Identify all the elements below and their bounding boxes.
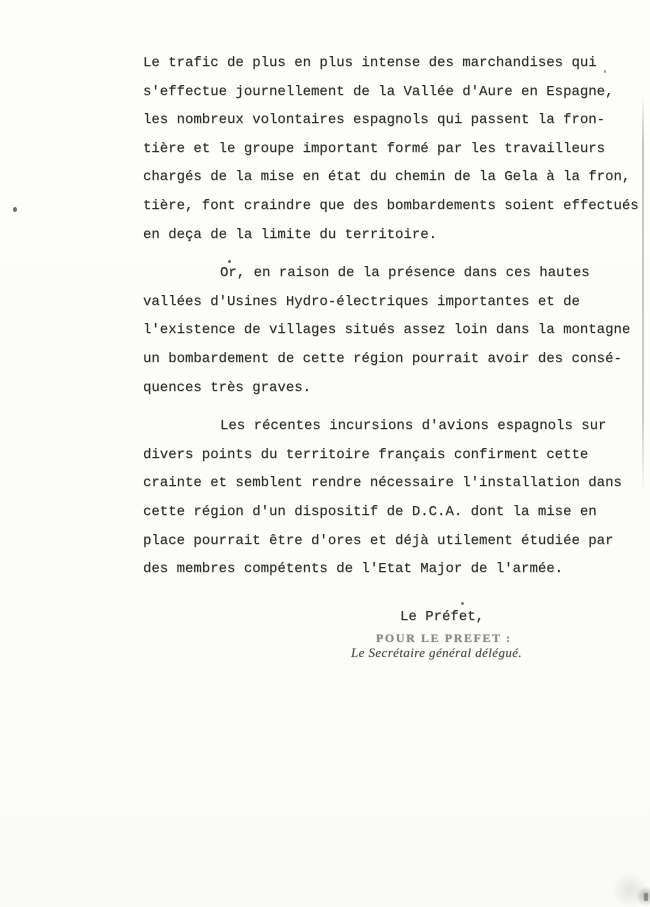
ink-speck — [461, 602, 464, 605]
typed-line: quences très graves. — [143, 379, 312, 396]
typed-line: des membres compétents de l'Etat Major de l'armée. — [143, 561, 564, 578]
typed-line: cette région d'un dispositif de D.C.A. dont la mise en — [143, 503, 597, 520]
typed-line: tière et le groupe important formé par les travailleurs — [143, 140, 606, 157]
typed-line: vallées d'Usines Hydro-électriques importantes et de — [143, 293, 580, 310]
typed-line: Le trafic de plus en plus intense des marchandises qui — [143, 55, 597, 71]
typed-line: place pourrait être d'ores et déjà utilement étudiée par — [143, 532, 614, 549]
ink-speck — [228, 260, 231, 263]
typed-line: l'existence de villages situés assez loin dans la montagne — [143, 322, 631, 339]
paragraph-3 — [143, 412, 645, 584]
typed-line: Les récentes incursions d'avions espagnols sur — [220, 418, 607, 435]
typewritten-text-block — [143, 49, 645, 584]
typed-line: divers points du territoire français confirment cette — [143, 446, 589, 463]
typed-line: s'effectue journellement de la Vallée d'Aure en Espagne, — [143, 83, 614, 100]
typed-line: Or, en raison de la présence dans ces hautes — [220, 265, 590, 282]
scan-edge-line — [642, 95, 644, 495]
typed-line: tière, font craindre que des bombardements soient effectués — [143, 197, 639, 214]
typed-line: les nombreux volontaires espagnols qui passent la fron- — [143, 112, 606, 129]
paragraph-1 — [143, 49, 645, 249]
typed-line: un bombardement de cette région pourrait avoir des consé- — [143, 350, 622, 367]
typed-line: crainte et semblent rendre nécessaire l'installation dans — [143, 475, 622, 492]
scan-corner-mark — [644, 893, 648, 901]
prefect-stamp-caps-line: POUR LE PREFET : — [376, 631, 512, 645]
typed-line: en deça de la limite du territoire. — [143, 226, 438, 243]
typed-line: chargés de la mise en état du chemin de la Gela à la fron, — [143, 169, 631, 186]
ink-speck — [604, 70, 606, 73]
prefect-stamp-script-line: Le Secrétaire général délégué. — [351, 645, 523, 660]
ink-speck — [13, 207, 17, 212]
signature-typed-title: Le Préfet, — [400, 609, 485, 625]
paragraph-2 — [143, 259, 645, 402]
